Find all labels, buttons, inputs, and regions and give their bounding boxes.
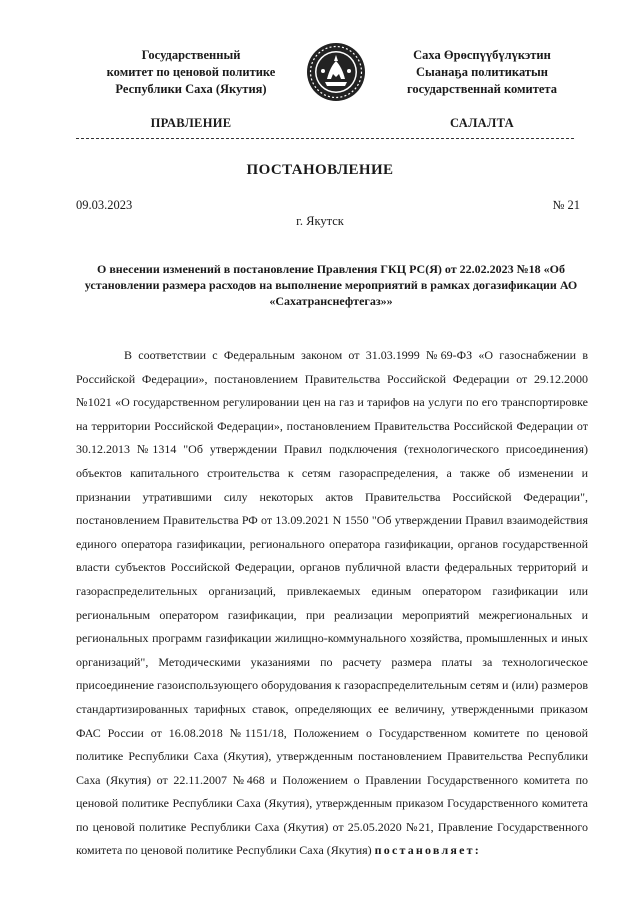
header-right-line-2: Сыанаҕа политикатын — [416, 65, 548, 79]
document-title: ПОСТАНОВЛЕНИЕ — [246, 162, 394, 178]
document-body — [76, 344, 588, 863]
header-right-block — [378, 47, 586, 98]
org-unit-left: ПРАВЛЕНИЕ — [150, 116, 232, 130]
document-city: г. Якутск — [296, 214, 344, 228]
org-unit-right: САЛАЛТА — [450, 116, 514, 130]
header-left-line-1: Государственный — [141, 48, 241, 62]
header-left-line-3: Республики Саха (Якутия) — [115, 82, 267, 96]
header-left-block — [76, 47, 306, 98]
header-right-line-1: Саха Өрөспүүбүлүкэтин — [413, 48, 551, 62]
resolves-keyword: постановляет: — [374, 843, 481, 858]
header-right-line-3: государственнай комитета — [407, 82, 557, 96]
document-subject: О внесении изменений в постановление Правления ГКЦ РС(Я) от 22.02.2023 №18 «Об установлении размера расходов на выполнение мероприятий в рамках догазификации АО «Сахатранснефтегаз»» — [84, 262, 578, 308]
body-paragraph: В соответствии с Федеральным законом от 31.03.1999 №69-ФЗ «О газоснабжении в Российской Федерации», постановлением Правительства Российской Федерации от 29.12.2000 №1021 «О государственном регулировании цен на газ и тарифов на услуги по его транспортировке на территории Российской Федерации», постановлением Правительства Российской Федерации от 30.12.2013 №1314 "Об утверждении Правил подключения (технологического присоединения) объектов капитального строительства к сетям газораспределения, а также об изменении и признании утратившими силу некоторых актов Правительства Российской Федерации", постановлением Правительства РФ от 13.09.2021 N 1550 "Об утверждении Правил взаимодействия единого оператора газификации, регионального оператора газификации, органов государственной власти субъектов Российской Федерации, органов публичной власти федеральных территорий и газораспределительных организаций, привлекаемых единым оператором газификации или региональным оператором газификации, при реализации мероприятий межрегиональных и региональных программ газификации жилищно-коммунального хозяйства, промышленных и иных организаций", Методическими указаниями по расчету размера платы за технологическое присоединение газоиспользующего оборудования к газораспределительным сетям и (или) размеров стандартизированных тарифных ставок, определяющих ее величину, утвержденными приказом ФАС России от 16.08.2018 №1151/18, Положением о Государственном комитете по ценовой политике Республики Саха (Якутия), утвержденным постановлением Правительства Республики Саха (Якутия) от 22.11.2007 №468 и Положением о Правлении Государственного комитета по ценовой политике Республики Саха (Якутия), утвержденным приказом Государственного комитета по ценовой политике Республики Саха (Якутия) от 25.05.2020 №21, Правление Государственного комитета по ценовой политике Республики Саха (Якутия) — [76, 348, 588, 858]
header-separator — [76, 138, 574, 139]
document-date: 09.03.2023 — [76, 198, 133, 212]
header-left-line-2: комитет по ценовой политике — [106, 65, 276, 79]
document-number: № 21 — [552, 198, 580, 212]
coat-of-arms-icon — [305, 41, 367, 103]
